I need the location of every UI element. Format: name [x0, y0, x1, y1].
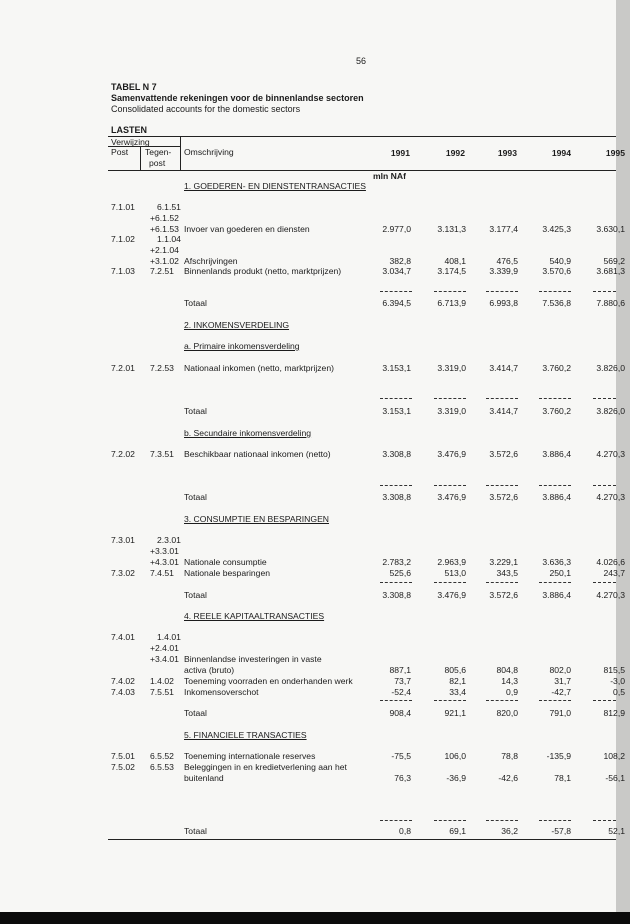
cell-value: 31,7	[554, 676, 571, 686]
total-value: 921,1	[444, 708, 466, 718]
tegenpost-code: +2.1.04	[150, 245, 179, 255]
cell-value: -52,4	[391, 687, 411, 697]
total-value: 6.713,9	[437, 298, 466, 308]
cell-value: -135,9	[546, 751, 571, 761]
cell-value: 108,2	[603, 751, 625, 761]
subtotal-rule	[380, 700, 412, 701]
total-value: 0,8	[399, 826, 411, 836]
tegenpost-code: 2.3.01	[157, 535, 181, 545]
total-value: 4.270,3	[596, 590, 625, 600]
tegenpost-code: 6.5.53	[150, 762, 174, 772]
post-code: 7.1.01	[111, 202, 135, 212]
subtotal-rule	[380, 398, 412, 399]
total-value: 4.270,3	[596, 492, 625, 502]
row-description: Binnenlands produkt (netto, marktprijzen)	[184, 266, 342, 276]
cell-value: 804,8	[496, 665, 518, 675]
total-value: 3.760,2	[542, 406, 571, 416]
cell-value: 106,0	[444, 751, 466, 761]
total-value: 69,1	[449, 826, 466, 836]
total-value: 820,0	[496, 708, 518, 718]
cell-value: 525,6	[389, 568, 411, 578]
row-description: Invoer van goederen en diensten	[184, 224, 310, 234]
subtotal-rule	[486, 398, 518, 399]
tegenpost-code: 1.4.01	[157, 632, 181, 642]
subtotal-rule	[486, 291, 518, 292]
year-header: 1995	[605, 148, 625, 158]
table-bottom-rule	[108, 839, 616, 840]
cell-value: -36,9	[446, 773, 466, 783]
cell-value: 3.177,4	[489, 224, 518, 234]
cell-value: -56,1	[605, 773, 625, 783]
total-value: 52,1	[608, 826, 625, 836]
post-code: 7.5.01	[111, 751, 135, 761]
cell-value: 540,9	[549, 256, 571, 266]
cell-value: 3.153,1	[382, 363, 411, 373]
cell-value: 2.977,0	[382, 224, 411, 234]
subtotal-rule	[539, 700, 571, 701]
tegenpost-code: 7.2.51	[150, 266, 174, 276]
tegenpost-code: 1.4.02	[150, 676, 174, 686]
year-header: 1991	[390, 148, 410, 158]
total-value: 3.476,9	[437, 492, 466, 502]
col-divider-1	[140, 146, 141, 170]
cell-value: -42,7	[551, 687, 571, 697]
section-heading: 1. GOEDEREN- EN DIENSTENTRANSACTIES	[184, 181, 366, 191]
cell-value: 3.476,9	[437, 449, 466, 459]
post-code: 7.5.02	[111, 762, 135, 772]
cell-value: 2.963,9	[437, 557, 466, 567]
post-code: 7.2.01	[111, 363, 135, 373]
section-heading: 2. INKOMENSVERDELING	[184, 320, 290, 330]
section-heading: 4. REELE KAPITAALTRANSACTIES	[184, 611, 325, 621]
cell-value: 250,1	[549, 568, 571, 578]
total-value: 908,4	[389, 708, 411, 718]
subtotal-rule	[380, 820, 412, 821]
post-code: 7.1.02	[111, 234, 135, 244]
col-divider-2	[180, 136, 181, 170]
subtotal-rule	[593, 582, 616, 583]
year-header: 1994	[551, 148, 571, 158]
tegenpost-code: 7.4.51	[150, 568, 174, 578]
cell-value: 78,1	[554, 773, 571, 783]
header-top-rule	[108, 136, 616, 137]
total-value: 3.826,0	[596, 406, 625, 416]
cell-value: 14,3	[501, 676, 518, 686]
cell-value: 3.826,0	[596, 363, 625, 373]
subtotal-rule	[434, 485, 466, 486]
tegenpost-code: +4.3.01	[150, 557, 179, 567]
cell-value: 805,6	[444, 665, 466, 675]
cell-value: 3.174,5	[437, 266, 466, 276]
total-value: 3.886,4	[542, 590, 571, 600]
subtotal-rule	[486, 700, 518, 701]
cell-value: 887,1	[389, 665, 411, 675]
tegenpost-header: Tegen-	[145, 147, 172, 157]
subtotal-rule	[539, 485, 571, 486]
subtotal-rule	[593, 291, 616, 292]
subtotal-rule	[593, 485, 616, 486]
section-heading: 5. FINANCIELE TRANSACTIES	[184, 730, 307, 740]
total-label: Totaal	[184, 406, 207, 416]
tegenpost-code: +3.4.01	[150, 654, 179, 664]
total-value: 3.886,4	[542, 492, 571, 502]
total-value: 3.153,1	[382, 406, 411, 416]
cell-value: -3,0	[610, 676, 625, 686]
cell-value: 815,5	[603, 665, 625, 675]
verwijzing-label: Verwijzing	[111, 137, 150, 147]
table-subtitle-en: Consolidated accounts for the domestic sectors	[111, 104, 301, 114]
subtotal-rule	[539, 291, 571, 292]
total-value: 3.319,0	[437, 406, 466, 416]
year-header: 1992	[445, 148, 465, 158]
total-value: 36,2	[501, 826, 518, 836]
cell-value: 3.636,3	[542, 557, 571, 567]
cell-value: 569,2	[603, 256, 625, 266]
post-code: 7.4.02	[111, 676, 135, 686]
subtotal-rule	[380, 582, 412, 583]
scan-border	[0, 912, 630, 924]
cell-value: 3.681,3	[596, 266, 625, 276]
row-description: Nationale consumptie	[184, 557, 267, 567]
cell-value: 3.308,8	[382, 449, 411, 459]
cell-value: -42,6	[498, 773, 518, 783]
total-label: Totaal	[184, 298, 207, 308]
cell-value: 78,8	[501, 751, 518, 761]
table-subtitle-nl: Samenvattende rekeningen voor de binnenlandse sectoren	[111, 93, 364, 103]
cell-value: 73,7	[394, 676, 411, 686]
subtotal-rule	[434, 291, 466, 292]
total-value: 3.476,9	[437, 590, 466, 600]
subsection-heading: a. Primaire inkomensverdeling	[184, 341, 300, 351]
row-description: Afschrijvingen	[184, 256, 238, 266]
total-value: 7.536,8	[542, 298, 571, 308]
tegenpost-code: 1.1.04	[157, 234, 181, 244]
cell-value: 243,7	[603, 568, 625, 578]
row-description: Beleggingen in en kredietverlening aan het	[184, 762, 347, 772]
omschrijving-header: Omschrijving	[184, 147, 234, 157]
cell-value: 3.886,4	[542, 449, 571, 459]
subtotal-rule	[434, 820, 466, 821]
cell-value: 76,3	[394, 773, 411, 783]
tegenpost-code: 7.5.51	[150, 687, 174, 697]
total-label: Totaal	[184, 826, 207, 836]
tegenpost-code: +6.1.53	[150, 224, 179, 234]
subtotal-rule	[486, 582, 518, 583]
post-code: 7.3.02	[111, 568, 135, 578]
subtotal-rule	[380, 485, 412, 486]
tegenpost-code: +2.4.01	[150, 643, 179, 653]
total-value: 7.880,6	[596, 298, 625, 308]
cell-value: 0,9	[506, 687, 518, 697]
tegenpost-code: +3.3.01	[150, 546, 179, 556]
total-value: 3.308,8	[382, 590, 411, 600]
tegenpost-header-2: post	[149, 158, 166, 168]
tegenpost-code: 7.2.53	[150, 363, 174, 373]
total-value: 3.414,7	[489, 406, 518, 416]
cell-value: 802,0	[549, 665, 571, 675]
total-value: -57,8	[551, 826, 571, 836]
cell-value: 3.034,7	[382, 266, 411, 276]
subtotal-rule	[593, 398, 616, 399]
row-description: Nationaal inkomen (netto, marktprijzen)	[184, 363, 334, 373]
cell-value: 3.229,1	[489, 557, 518, 567]
cell-value: 4.270,3	[596, 449, 625, 459]
row-description: Toeneming internationale reserves	[184, 751, 316, 761]
post-header: Post	[111, 147, 129, 157]
subtotal-rule	[486, 485, 518, 486]
header-bottom-rule	[108, 170, 616, 171]
subtotal-rule	[434, 398, 466, 399]
cell-value: 3.570,6	[542, 266, 571, 276]
cell-value: 476,5	[496, 256, 518, 266]
post-code: 7.1.03	[111, 266, 135, 276]
cell-value: 3.339,9	[489, 266, 518, 276]
post-code: 7.3.01	[111, 535, 135, 545]
cell-value: 3.572,6	[489, 449, 518, 459]
cell-value: 3.630,1	[596, 224, 625, 234]
total-label: Totaal	[184, 590, 207, 600]
cell-value: 4.026,6	[596, 557, 625, 567]
cell-value: 513,0	[444, 568, 466, 578]
cell-value: 3.414,7	[489, 363, 518, 373]
total-label: Totaal	[184, 708, 207, 718]
row-description: activa (bruto)	[184, 665, 235, 675]
total-value: 6.993,8	[489, 298, 518, 308]
table-title: TABEL N 7	[111, 82, 157, 92]
total-label: Totaal	[184, 492, 207, 502]
subtotal-rule	[593, 820, 616, 821]
subtotal-rule	[434, 700, 466, 701]
subtotal-rule	[593, 700, 616, 701]
row-description: Toeneming voorraden en onderhanden werk	[184, 676, 353, 686]
page-edge	[616, 0, 630, 924]
subtotal-rule	[486, 820, 518, 821]
row-description: Inkomensoverschot	[184, 687, 259, 697]
row-description: Beschikbaar nationaal inkomen (netto)	[184, 449, 331, 459]
cell-value: 3.131,3	[437, 224, 466, 234]
cell-value: 0,5	[613, 687, 625, 697]
subtotal-rule	[380, 291, 412, 292]
subsection-heading: b. Secundaire inkomensverdeling	[184, 428, 312, 438]
cell-value: 343,5	[496, 568, 518, 578]
cell-value: 382,8	[389, 256, 411, 266]
total-value: 3.308,8	[382, 492, 411, 502]
cell-value: 408,1	[444, 256, 466, 266]
cell-value: 2.783,2	[382, 557, 411, 567]
tegenpost-code: +3.1.02	[150, 256, 179, 266]
row-description: Nationale besparingen	[184, 568, 271, 578]
unit-label: mln NAf	[373, 171, 406, 181]
subtotal-rule	[539, 398, 571, 399]
page-number: 56	[356, 56, 367, 66]
row-description: Binnenlandse investeringen in vaste	[184, 654, 322, 664]
row-description: buitenland	[184, 773, 224, 783]
section-heading: 3. CONSUMPTIE EN BESPARINGEN	[184, 514, 330, 524]
post-code: 7.4.03	[111, 687, 135, 697]
section-label: LASTEN	[111, 125, 147, 135]
total-value: 791,0	[549, 708, 571, 718]
cell-value: 82,1	[449, 676, 466, 686]
year-header: 1993	[497, 148, 517, 158]
total-value: 6.394,5	[382, 298, 411, 308]
post-code: 7.4.01	[111, 632, 135, 642]
cell-value: 3.319,0	[437, 363, 466, 373]
cell-value: 3.760,2	[542, 363, 571, 373]
total-value: 3.572,6	[489, 590, 518, 600]
tegenpost-code: 7.3.51	[150, 449, 174, 459]
post-code: 7.2.02	[111, 449, 135, 459]
tegenpost-code: 6.1.51	[157, 202, 181, 212]
tegenpost-code: +6.1.52	[150, 213, 179, 223]
subtotal-rule	[539, 820, 571, 821]
cell-value: -75,5	[391, 751, 411, 761]
total-value: 812,9	[603, 708, 625, 718]
cell-value: 3.425,3	[542, 224, 571, 234]
cell-value: 33,4	[449, 687, 466, 697]
tegenpost-code: 6.5.52	[150, 751, 174, 761]
total-value: 3.572,6	[489, 492, 518, 502]
subtotal-rule	[434, 582, 466, 583]
subtotal-rule	[539, 582, 571, 583]
